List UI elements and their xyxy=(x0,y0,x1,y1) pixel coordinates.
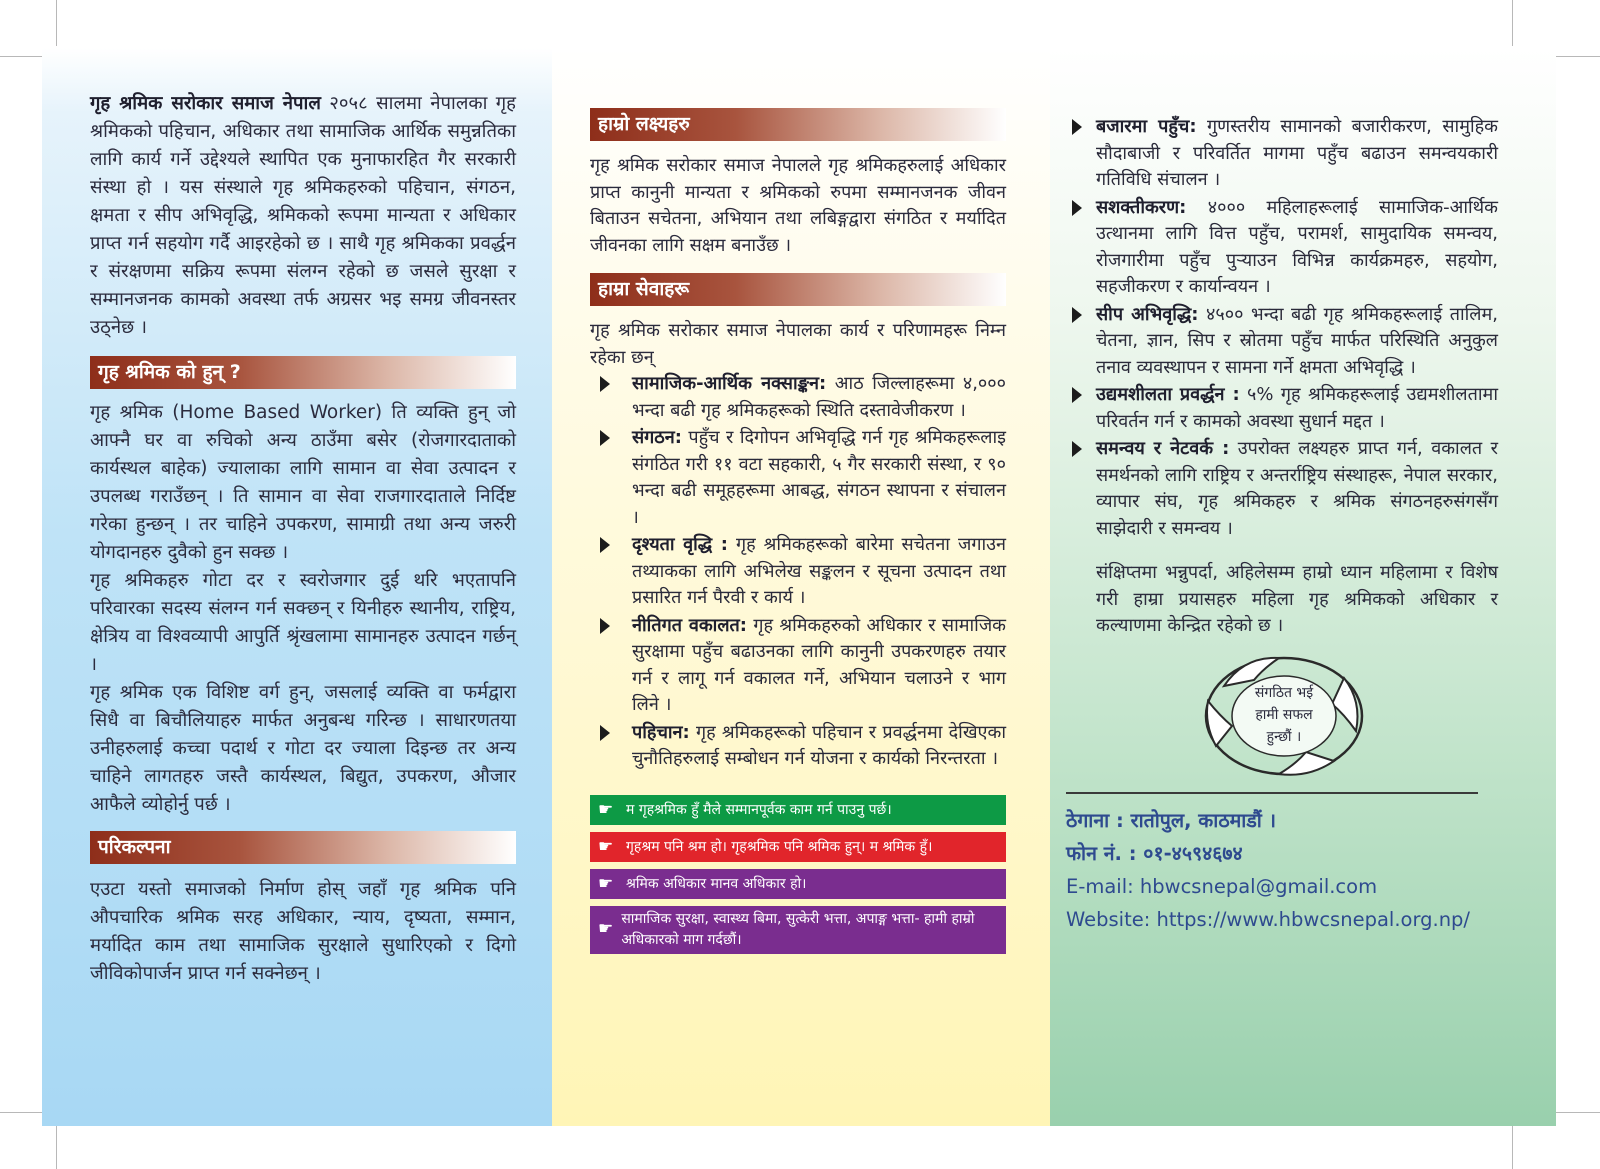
pointing-hand-icon: ☛ xyxy=(598,836,614,857)
bullet-arrow-icon xyxy=(600,537,610,553)
crop-mark xyxy=(0,56,46,57)
address-line: ठेगाना : रातोपुल, काठमाडौं । xyxy=(1066,808,1277,832)
intro-text: २०५८ सालमा नेपालका गृह श्रमिकको पहिचान, अधिकार तथा सामाजिक आर्थिक समुन्नतिका लागि कार्य गर्ने उद्देश्यले स्थापित एक मुनाफारहित गैर सरकारी संस्था हो । यस संस्थाले गृह श्रमिकहरुको पहिचान, संगठन, क्षमता र सीप अभिवृद्धि, श्रमिकको रूपमा मान्यता र अधिकार प्राप्त गर्न सहयोग गर्दै आइरहेको छ । साथै गृह श्रमिकका प्रवर्द्धन र संरक्षणमा सक्रिय रूपमा संलग्न रहेको छ जसले सुरक्षा र सम्मानजनक कामको अवस्था तर्फ अग्रसर भइ समग्र जीवनस्तर उठ्नेछ । xyxy=(90,93,516,338)
bullet-arrow-icon xyxy=(1072,119,1082,135)
who-paragraph-2: गृह श्रमिकहरु गोटा दर र स्वरोजगार दुई थरि भएतापनि परिवारका सदस्य संलग्न गर्न सक्छन् र यिनीहरु स्थानीय, राष्ट्रिय, क्षेत्रिय वा विश्वव्यापी आपुर्ति श्रृंखलामा सामानहरु उत्पादन गर्छन् । xyxy=(90,570,516,675)
service-text: गृह श्रमिकहरूको बारेमा सचेतना जगाउन तथ्याकका लागि अभिलेख सङ्कलन र सूचना उत्पादन तथा प्रसारित गर्न पैरवी र कार्य । xyxy=(632,534,1006,608)
program-title: समन्वय र नेटवर्क : xyxy=(1096,438,1230,459)
logo-text xyxy=(1184,682,1384,748)
slogan-text: सामाजिक सुरक्षा, स्वास्थ्य बिमा, सुत्केरी भत्ता, अपाङ्ग भत्ता- हामी हाम्रो अधिकारको माग गर्दछौं। xyxy=(621,910,975,948)
list-item xyxy=(1066,436,1498,542)
service-text: गृह श्रमिकहरुको अधिकार र सामाजिक सुरक्षामा पहुँच बढाउनका लागि कानुनी उपकरणहरु तयार गर्न र लागू गर्न वकालत गर्ने, अभियान चलाउने र भाग लिने । xyxy=(632,614,1006,715)
bullet-arrow-icon xyxy=(1072,441,1082,457)
service-title: नीतिगत वकालत: xyxy=(632,614,748,636)
bullet-arrow-icon xyxy=(600,376,610,392)
programs-list xyxy=(1066,114,1498,542)
heading-goals: हाम्रो लक्ष्यहरु xyxy=(590,108,1006,141)
intro-org-name: गृह श्रमिक सरोकार समाज नेपाल xyxy=(90,93,321,114)
bullet-arrow-icon xyxy=(600,430,610,446)
hands-circle-logo xyxy=(1184,646,1384,786)
slogan-text: गृहश्रम पनि श्रम हो। गृहश्रमिक पनि श्रमिक हुन्। म श्रमिक हुँ। xyxy=(626,839,933,855)
program-title: उद्यमशीलता प्रवर्द्धन : xyxy=(1096,384,1240,405)
slogan-text: म गृहश्रमिक हुँ मैले सम्मानपूर्वक काम गर्न पाउनु पर्छ। xyxy=(626,802,892,818)
service-title: पहिचान: xyxy=(632,721,690,743)
logo-line: संगठित भई xyxy=(1254,684,1314,701)
panel-goals-services xyxy=(552,48,1050,1126)
list-item xyxy=(1066,302,1498,382)
program-title: सीप अभिवृद्धि: xyxy=(1096,303,1199,325)
crop-mark xyxy=(1512,1126,1513,1169)
service-title: दृश्यता वृद्धि : xyxy=(632,534,728,555)
bullet-arrow-icon xyxy=(1072,387,1082,403)
program-text: गुणस्तरीय सामानको बजारीकरण, सामुहिक सौदाबाजी र परिवर्तित मागमा पहुँच बढाउन समन्वयकारी गतिविधि संचालन । xyxy=(1096,116,1499,190)
who-paragraph-3: गृह श्रमिक एक विशिष्ट वर्ग हुन्, जसलाई व्यक्ति वा फर्मद्वारा सिधै वा बिचौलियाहरु मार्फत अनुबन्ध गरिन्छ । साधारणतया उनीहरुलाई कच्चा पदार्थ र गोटा दर ज्याला दिइन्छ तर अन्य चाहिने लागतहरु जस्तै कार्यस्थल, बिद्युत, उपकरण, औजार आफैले व्योहोर्नु पर्छ । xyxy=(90,682,516,815)
program-text: उपरोक्त लक्ष्यहरु प्राप्त गर्न, वकालत र समर्थनको लागि राष्ट्रिय र अन्तर्राष्ट्रिय संस्थाहरू, नेपाल सरकार, व्यापार संघ, गृह श्रमिकहरु र श्रमिक संगठनहरुसंगसँग साझेदारी र समन्वय । xyxy=(1096,438,1499,539)
slogan-banner xyxy=(590,795,1006,825)
list-item xyxy=(1066,195,1498,301)
slogan-stack xyxy=(590,795,1006,954)
slogan-banner xyxy=(590,906,1006,954)
service-text: गृह श्रमिकहरूको पहिचान र प्रवर्द्धनमा देखिएका चुनौतिहरुलाई सम्बोधन गर्न योजना र कार्यको निरन्तरता । xyxy=(632,721,1006,769)
list-item xyxy=(1066,382,1498,435)
pointing-hand-icon: ☛ xyxy=(598,919,614,939)
service-text: आठ जिल्लाहरूमा ४,००० भन्दा बढी गृह श्रमिकहरूको स्थिति दस्तावेजीकरण । xyxy=(632,373,1006,421)
bullet-arrow-icon xyxy=(1072,307,1082,323)
website-link[interactable]: Website: https://www.hbwcsnepal.org.np/ xyxy=(1066,907,1471,931)
panel-about xyxy=(42,48,552,1126)
services-intro: गृह श्रमिक सरोकार समाज नेपालका कार्य र परिणामहरू निम्न रहेका छन् xyxy=(590,320,1006,368)
vision-paragraph: एउटा यस्तो समाजको निर्माण होस् जहाँ गृह श्रमिक पनि औपचारिक श्रमिक सरह अधिकार, न्याय, दृष्यता, सम्मान, मर्यादित काम तथा सामाजिक सुरक्षाले सुधारिएको र दिगो जीविकोपार्जन प्राप्त गर्न सक्नेछन् । xyxy=(90,879,516,984)
program-title: बजारमा पहुँच: xyxy=(1096,116,1197,137)
bullet-arrow-icon xyxy=(600,725,610,741)
list-item xyxy=(590,425,1006,531)
panel-programs-contact xyxy=(1050,48,1556,1126)
slogan-banner xyxy=(590,832,1006,862)
bullet-arrow-icon xyxy=(600,618,610,634)
pointing-hand-icon: ☛ xyxy=(598,873,614,894)
who-paragraph-1: गृह श्रमिक (Home Based Worker) ति व्यक्ति हुन् जो आफ्नै घर वा रुचिको अन्य ठाउँमा बसेर (रोजगारदाताको कार्यस्थल बाहेक) ज्यालाका लागि सामान वा सेवा उत्पादन र उपलब्ध गराउँछन् । ति सामान वा सेवा राजगारदाताले निर्दिष्ट गरेका हुन्छन् । तर चाहिने उपकरण, सामाग्री तथा अन्य जरुरी योगदानहरु दुवैको हुन सक्छ । xyxy=(90,402,516,563)
crop-mark xyxy=(1512,0,1513,46)
phone-line: फोन नं. : ०१-४५९४६७४ xyxy=(1066,841,1243,865)
list-item xyxy=(1066,114,1498,194)
logo-line: हामी सफल xyxy=(1255,706,1313,723)
email-link[interactable]: E-mail: hbwcsnepal@gmail.com xyxy=(1066,874,1378,898)
list-item xyxy=(590,613,1006,719)
crop-mark xyxy=(0,1112,46,1113)
service-title: संगठन: xyxy=(632,427,682,448)
program-text: ५% गृह श्रमिकहरूलाई उद्यमशीलतामा परिवर्तन गर्न र कामको अवस्था सुधार्न मद्दत । xyxy=(1096,384,1498,432)
program-text: ४५०० भन्दा बढी गृह श्रमिकहरूलाई तालिम, चेतना, ज्ञान, सिप र स्रोतमा पहुँच मार्फत परिस्थिति अनुकुल तनाव व्यवस्थापन र सामना गर्ने क्षमता अभिवृद्धि । xyxy=(1096,303,1498,378)
list-item xyxy=(590,371,1006,424)
pointing-hand-icon: ☛ xyxy=(598,799,614,820)
program-text: ४००० महिलाहरूलाई सामाजिक-आर्थिक उत्थानमा लागि वित्त पहुँच, परामर्श, सामुदायिक समन्वय, रोजगारीमा पहुँच पुऱ्याउन विभिन्न कार्यक्रमहरु, सहयोग, सहजीकरण र कार्यान्वयन । xyxy=(1096,196,1498,297)
heading-vision: परिकल्पना xyxy=(90,831,516,864)
crop-mark xyxy=(56,0,57,46)
logo-line: हुन्छौं । xyxy=(1266,728,1302,745)
crop-mark xyxy=(56,1126,57,1169)
services-list xyxy=(590,371,1006,773)
heading-services: हाम्रा सेवाहरू xyxy=(590,273,1006,306)
service-text: पहुँच र दिगोपन अभिवृद्धि गर्न गृह श्रमिकहरूलाइ संगठित गरी ११ वटा सहकारी, ५ गैर सरकारी संस्था, र ९० भन्दा बढी समूहहरूमा आबद्ध, संगठन स्थापना र संचालन । xyxy=(632,427,1006,528)
bullet-arrow-icon xyxy=(1072,200,1082,216)
divider xyxy=(1066,792,1478,794)
list-item xyxy=(590,720,1006,773)
crop-mark xyxy=(1554,1112,1600,1113)
list-item xyxy=(590,532,1006,612)
heading-who-are-hbw: गृह श्रमिक को हुन् ? xyxy=(90,356,516,389)
slogan-text: श्रमिक अधिकार मानव अधिकार हो। xyxy=(626,876,807,892)
summary-paragraph: संक्षिप्तमा भन्नुपर्दा, अहिलेसम्म हाम्रो ध्यान महिलामा र विशेष गरी हाम्रा प्रयासहरु महिला गृह श्रमिकको अधिकार र कल्याणमा केन्द्रित रहेको छ । xyxy=(1096,562,1498,636)
program-title: सशक्तीकरण: xyxy=(1096,196,1187,218)
slogan-banner xyxy=(590,869,1006,899)
service-title: सामाजिक-आर्थिक नक्साङ्कन: xyxy=(632,373,827,394)
crop-mark xyxy=(1554,56,1600,57)
goals-paragraph: गृह श्रमिक सरोकार समाज नेपालले गृह श्रमिकहरुलाई अधिकार प्राप्त कानुनी मान्यता र श्रमिकको रुपमा सम्मानजनक जीवन बिताउन सचेतना, अभियान तथा लबिङ्गद्वारा संगठित र मर्यादित जीवनका लागि सक्षम बनाउँछ । xyxy=(590,155,1006,256)
intro-paragraph xyxy=(90,90,516,342)
